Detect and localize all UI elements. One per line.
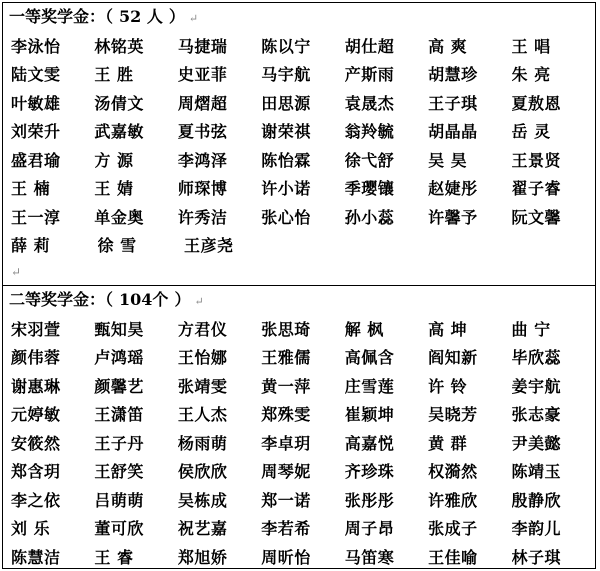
first-prize-student-name: 王一淳 — [11, 207, 61, 227]
second-prize-student-name: 杨雨萌 — [177, 433, 228, 453]
second-prize-student-name: 曲 宁 — [511, 319, 551, 339]
second-prize-student-name: 谢惠琳 — [11, 376, 61, 396]
first-prize-name-row — [11, 31, 595, 60]
first-prize-section — [3, 3, 595, 286]
second-prize-section — [3, 286, 595, 568]
first-prize-student-name: 高 爽 — [428, 36, 468, 56]
first-prize-name-row — [11, 174, 595, 203]
first-prize-student-name: 吴 昊 — [428, 150, 468, 170]
first-prize-student-name: 单金奥 — [94, 207, 144, 227]
second-prize-student-name: 郑含玥 — [11, 462, 61, 482]
second-prize-student-name: 黄 群 — [428, 433, 468, 453]
second-prize-student-name: 王雅儒 — [261, 348, 311, 368]
second-prize-student-name: 张成子 — [428, 519, 478, 539]
first-prize-student-name: 夏书弦 — [177, 122, 228, 142]
second-prize-student-name: 卢鸿瑶 — [94, 348, 144, 368]
first-prize-student-name: 史亚菲 — [177, 65, 228, 85]
second-prize-student-name: 李卓玥 — [261, 433, 311, 453]
first-prize-student-name: 徐弋舒 — [344, 150, 395, 170]
first-prize-student-name: 翁羚毓 — [344, 122, 395, 142]
first-prize-name-grid — [3, 31, 595, 259]
second-prize-student-name: 张靖雯 — [177, 376, 228, 396]
second-prize-student-name: 郑殊雯 — [261, 405, 311, 425]
second-prize-student-name: 高佩含 — [344, 348, 395, 368]
first-prize-name-row — [11, 202, 595, 231]
second-prize-student-name: 许雅欣 — [428, 490, 478, 510]
second-prize-student-name: 王子丹 — [94, 433, 144, 453]
second-prize-student-name: 李之依 — [11, 490, 61, 510]
first-prize-student-name: 季璎镶 — [344, 179, 395, 199]
first-prize-student-name: 叶敏雄 — [11, 93, 61, 113]
second-prize-student-name: 陈慧洁 — [11, 547, 61, 567]
first-prize-student-name: 方 源 — [94, 150, 134, 170]
second-prize-student-name: 黄一萍 — [261, 376, 311, 396]
second-prize-heading — [3, 286, 595, 314]
first-prize-student-name: 师琛博 — [177, 179, 228, 199]
second-prize-name-row — [11, 514, 595, 543]
first-prize-student-name: 翟子睿 — [511, 179, 562, 199]
second-prize-student-name: 许 铃 — [428, 376, 468, 396]
first-prize-student-name: 孙小蕊 — [344, 207, 395, 227]
first-prize-student-name: 岳 灵 — [511, 122, 551, 142]
scholarship-list-table — [2, 2, 596, 569]
second-prize-name-row — [11, 314, 595, 343]
second-prize-student-name: 殷静欣 — [511, 490, 562, 510]
first-prize-name-row — [11, 145, 595, 174]
first-prize-student-name: 周熠超 — [177, 93, 228, 113]
paragraph-mark-icon: ↵ — [194, 295, 204, 308]
first-prize-paren-close: ） — [168, 7, 185, 26]
second-prize-student-name: 宋羽萱 — [11, 319, 61, 339]
second-prize-student-name: 王 睿 — [94, 547, 134, 567]
first-prize-student-name: 李鸿泽 — [177, 150, 228, 170]
second-prize-student-name: 周昕怡 — [261, 547, 311, 567]
first-prize-student-name: 阮文馨 — [511, 207, 562, 227]
first-prize-student-name: 胡慧珍 — [428, 65, 478, 85]
first-prize-student-name: 胡仕超 — [344, 36, 395, 56]
first-prize-student-name: 许馨予 — [428, 207, 478, 227]
first-prize-student-name: 武嘉敏 — [94, 122, 144, 142]
second-prize-student-name: 姜宇航 — [511, 376, 562, 396]
first-prize-student-name: 徐 雪 — [97, 236, 137, 256]
paragraph-mark-icon: ↵ — [11, 265, 22, 279]
second-prize-student-name: 权漪然 — [428, 462, 478, 482]
second-prize-student-name: 高 坤 — [428, 319, 468, 339]
second-prize-student-name: 颜馨艺 — [94, 376, 144, 396]
first-prize-student-name: 林铭英 — [94, 36, 144, 56]
second-prize-student-name: 李若希 — [261, 519, 311, 539]
first-prize-student-name: 薛 莉 — [11, 236, 51, 256]
second-prize-student-name: 颜伟蓉 — [11, 348, 61, 368]
second-prize-student-name: 张志豪 — [511, 405, 562, 425]
second-prize-name-row — [11, 371, 595, 400]
first-prize-heading — [3, 3, 595, 31]
second-prize-student-name: 元婷敏 — [11, 405, 61, 425]
second-prize-paren-open: （ — [105, 290, 114, 309]
second-prize-student-name: 董可欣 — [94, 519, 144, 539]
first-prize-student-name: 张心怡 — [261, 207, 311, 227]
second-prize-student-name: 侯欣欣 — [177, 462, 228, 482]
first-prize-student-name: 王 婧 — [94, 179, 134, 199]
second-prize-student-name: 毕欣蕊 — [511, 348, 562, 368]
second-prize-student-name: 解 枫 — [344, 319, 384, 339]
second-prize-student-name: 甄知昊 — [94, 319, 144, 339]
second-prize-name-row — [11, 428, 595, 457]
second-prize-student-name: 王潇笛 — [94, 405, 144, 425]
second-prize-student-name: 庄雪莲 — [344, 376, 395, 396]
second-prize-student-name: 王怡娜 — [177, 348, 228, 368]
second-prize-student-name: 方君仪 — [177, 319, 228, 339]
second-prize-name-row — [11, 457, 595, 486]
second-prize-name-grid — [3, 314, 595, 571]
first-prize-name-row — [11, 88, 595, 117]
first-prize-title: 一等奖学金： — [9, 7, 106, 26]
first-prize-student-name: 许小诺 — [261, 179, 311, 199]
second-prize-student-name: 李韵儿 — [511, 519, 562, 539]
second-prize-student-name: 林子琪 — [511, 547, 562, 567]
second-prize-student-name: 郑旭娇 — [177, 547, 228, 567]
first-prize-student-name: 王子琪 — [428, 93, 478, 113]
second-prize-student-name: 陈靖玉 — [511, 462, 562, 482]
first-prize-student-name: 盛君瑜 — [11, 150, 61, 170]
first-prize-student-name: 汤倩文 — [94, 93, 144, 113]
second-prize-student-name: 吴栋成 — [177, 490, 228, 510]
second-prize-student-name: 王人杰 — [177, 405, 228, 425]
second-prize-student-name: 王佳喻 — [428, 547, 478, 567]
first-prize-student-name: 夏敖恩 — [511, 93, 562, 113]
first-prize-student-name: 陈以宁 — [261, 36, 311, 56]
second-prize-name-row — [11, 400, 595, 429]
first-prize-student-name: 许秀洁 — [177, 207, 228, 227]
first-prize-student-name: 胡晶晶 — [428, 122, 478, 142]
second-prize-title: 二等奖学金： — [9, 290, 106, 309]
first-prize-name-row — [11, 117, 595, 146]
second-prize-count: 104个 — [119, 290, 169, 309]
first-prize-student-name: 王彦尧 — [184, 236, 234, 256]
first-prize-name-row — [11, 231, 595, 260]
second-prize-student-name: 祝艺嘉 — [177, 519, 228, 539]
first-prize-student-name: 产斯雨 — [344, 65, 395, 85]
first-prize-student-name: 陆文雯 — [11, 65, 61, 85]
first-prize-student-name: 马宇航 — [261, 65, 311, 85]
second-prize-student-name: 吕萌萌 — [94, 490, 144, 510]
first-prize-student-name: 谢荣祺 — [261, 122, 311, 142]
first-prize-student-name: 田思源 — [261, 93, 311, 113]
first-prize-student-name: 赵婕彤 — [428, 179, 478, 199]
second-prize-student-name: 高嘉悦 — [344, 433, 395, 453]
paragraph-mark-icon: ↵ — [188, 12, 199, 25]
second-prize-student-name: 周子昂 — [344, 519, 395, 539]
first-prize-student-name: 马捷瑞 — [177, 36, 228, 56]
second-prize-name-row — [11, 542, 595, 571]
second-prize-student-name: 马笛寒 — [344, 547, 395, 567]
first-prize-student-name: 陈怡霖 — [261, 150, 311, 170]
second-prize-student-name: 崔颖坤 — [344, 405, 395, 425]
second-prize-student-name: 安筱然 — [11, 433, 61, 453]
second-prize-student-name: 吴晓芳 — [428, 405, 478, 425]
second-prize-student-name: 尹美懿 — [511, 433, 562, 453]
second-prize-student-name: 周琴妮 — [261, 462, 311, 482]
second-prize-student-name: 张思琦 — [261, 319, 311, 339]
first-prize-student-name: 王景贤 — [511, 150, 562, 170]
second-prize-student-name: 阎知新 — [428, 348, 478, 368]
second-prize-student-name: 刘 乐 — [11, 519, 51, 539]
first-prize-student-name: 袁晟杰 — [344, 93, 395, 113]
first-prize-student-name: 王 胜 — [94, 65, 134, 85]
first-prize-student-name: 刘荣升 — [11, 122, 61, 142]
second-prize-student-name: 齐珍珠 — [344, 462, 395, 482]
first-prize-student-name: 朱 亮 — [511, 65, 551, 85]
first-prize-student-name: 李泳怡 — [11, 36, 61, 56]
second-prize-student-name: 王舒笑 — [94, 462, 144, 482]
second-prize-paren-close: ） — [174, 290, 191, 309]
second-prize-student-name: 张彤彤 — [344, 490, 395, 510]
first-prize-name-row — [11, 60, 595, 89]
first-prize-student-name: 王 楠 — [11, 179, 51, 199]
first-prize-paren-open: （ — [105, 7, 114, 26]
first-prize-count: 52 人 — [119, 7, 163, 26]
first-prize-student-name: 王 唱 — [511, 36, 551, 56]
second-prize-name-row — [11, 343, 595, 372]
second-prize-name-row — [11, 485, 595, 514]
second-prize-student-name: 郑一诺 — [261, 490, 311, 510]
